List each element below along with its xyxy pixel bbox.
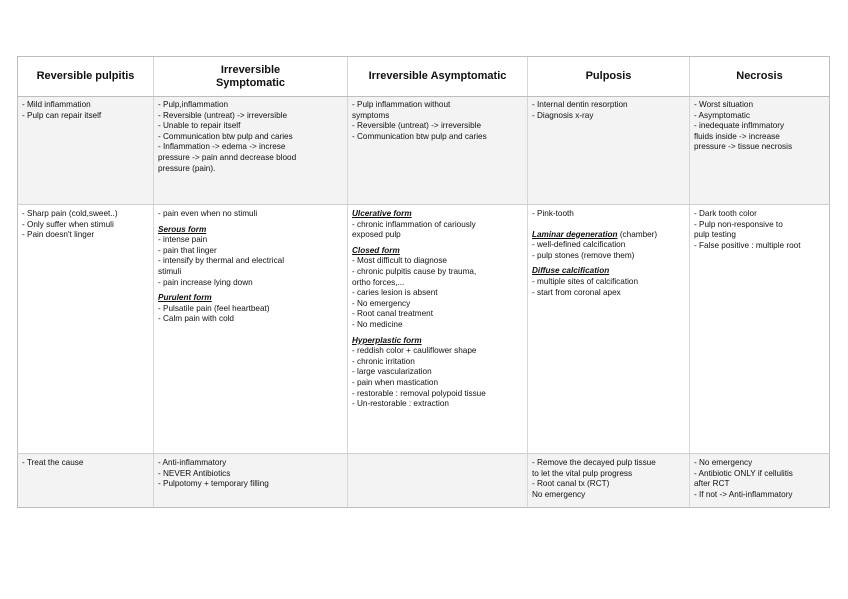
text-line: - No emergency xyxy=(352,298,411,308)
text-line: - chronic irritation xyxy=(352,356,415,366)
text-line: symptoms xyxy=(352,110,390,120)
text-line: - pain when mastication xyxy=(352,377,439,387)
text-line: - No emergency xyxy=(694,458,753,467)
text-line: - reddish color + cauliflower shape xyxy=(352,346,477,356)
text-line: pressure (pain). xyxy=(158,163,216,173)
text-line: - pain even when no stimuli xyxy=(158,209,258,218)
cell-irr-asymptomatic-definition xyxy=(348,97,528,205)
text-line: - Pulp,inflammation xyxy=(158,100,229,109)
text-line: - caries lesion is absent xyxy=(352,288,438,298)
text-line: - well-defined calcification xyxy=(532,240,626,250)
text-line: - pain increase lying down xyxy=(158,277,253,287)
cell-irr-asymptomatic-symptoms xyxy=(348,205,528,454)
text-line: - False positive : multiple root xyxy=(694,240,801,250)
text-line: after RCT xyxy=(694,479,730,489)
text-line: fluids inside -> increase xyxy=(694,131,780,141)
text-line: - chronic inflammation of cariously xyxy=(352,219,476,229)
diffuse-calcification-list xyxy=(532,277,685,298)
text-line: - intense pain xyxy=(158,235,208,245)
text-line: - pulp stones (remove them) xyxy=(532,250,635,260)
text-line: - Pain doesn't linger xyxy=(22,230,95,240)
text-line: - chronic pulpitis cause by trauma, xyxy=(352,266,477,276)
text-line: - pain that linger xyxy=(158,245,217,255)
text-line: - Reversible (untreat) -> irreversible xyxy=(158,110,287,120)
text-line: - NEVER Antibiotics xyxy=(158,468,231,478)
text-line: to let the vital pulp progress xyxy=(532,468,633,478)
header-necrosis: Necrosis xyxy=(690,57,830,97)
text-line: - Inflammation -> edema -> increse xyxy=(158,142,286,152)
text-line: - Pulsatile pain (feel heartbeat) xyxy=(158,303,270,313)
diffuse-calcification-heading: Diffuse calcification xyxy=(532,266,610,276)
serous-form-heading: Serous form xyxy=(158,224,207,234)
comparison-sheet xyxy=(17,56,829,508)
text-line: - inedequate inflmmatory xyxy=(694,121,785,131)
header-reversible-pulpitis: Reversible pulpitis xyxy=(18,57,154,97)
header-irreversible-symptomatic xyxy=(154,57,348,97)
text-line: - Communication btw pulp and caries xyxy=(352,131,487,141)
text-line: - Calm pain with cold xyxy=(158,314,234,324)
cell-pulposis-symptoms xyxy=(528,205,690,454)
pulposis-intro xyxy=(532,209,685,220)
laminar-degeneration-heading: Laminar degeneration xyxy=(532,229,618,239)
cell-pulposis-treatment xyxy=(528,454,690,508)
header-pulposis: Pulposis xyxy=(528,57,690,97)
hyperplastic-form-list xyxy=(352,346,523,410)
text-line: - Antibiotic ONLY if cellulitis xyxy=(694,468,793,478)
text-line: - Root canal tx (RCT) xyxy=(532,479,610,489)
text-line: - No medicine xyxy=(352,319,403,329)
text-line: exposed pulp xyxy=(352,230,401,240)
text-line: - Internal dentin resorption xyxy=(532,100,628,109)
laminar-degeneration-suffix: (chamber) xyxy=(617,229,658,239)
text-line: - Mild inflammation xyxy=(22,100,91,109)
text-line: - Pulp inflammation without xyxy=(352,100,451,109)
text-line: - Treat the cause xyxy=(22,458,84,467)
text-line: - intensify by thermal and electrical xyxy=(158,256,285,266)
header-irreversible-symptomatic-line2: Symptomatic xyxy=(215,76,286,89)
cell-necrosis-definition xyxy=(690,97,830,205)
laminar-degeneration-list xyxy=(532,240,685,261)
text-line: - Pink-tooth xyxy=(532,209,574,218)
text-line: - Pulpotomy + temporary filling xyxy=(158,479,269,489)
cell-irr-symptomatic-symptoms xyxy=(154,205,348,454)
hyperplastic-form-heading: Hyperplastic form xyxy=(352,335,422,345)
text-line: - large vascularization xyxy=(352,367,432,377)
text-line: - Worst situation xyxy=(694,100,753,109)
text-line: pulp testing xyxy=(694,230,736,240)
cell-reversible-definition xyxy=(18,97,154,205)
cell-pulposis-definition xyxy=(528,97,690,205)
text-line: No emergency xyxy=(532,489,586,499)
text-line: - Pulp can repair itself xyxy=(22,110,102,120)
symptoms-row xyxy=(18,205,830,454)
text-line: - Unable to repair itself xyxy=(158,121,241,131)
text-line: - Dark tooth color xyxy=(694,209,757,218)
text-line: - multiple sites of calcification xyxy=(532,276,639,286)
text-line: - Only suffer when stimuli xyxy=(22,219,114,229)
header-irreversible-symptomatic-line1: Irreversible xyxy=(220,63,281,76)
closed-form-heading: Closed form xyxy=(352,245,400,255)
text-line: - Asymptomatic xyxy=(694,110,750,120)
cell-reversible-treatment xyxy=(18,454,154,508)
laminar-degeneration-line xyxy=(532,230,685,241)
ulcerative-form-list xyxy=(352,220,523,241)
cell-irr-symptomatic-treatment xyxy=(154,454,348,508)
serous-form-list xyxy=(158,235,343,288)
text-line: - Most difficult to diagnose xyxy=(352,256,447,266)
text-line: - restorable : removal polypoid tissue xyxy=(352,388,486,398)
closed-form-list xyxy=(352,256,523,330)
text-line: ortho forces,... xyxy=(352,277,405,287)
purulent-form-list xyxy=(158,304,343,325)
text-line: pressure -> pain annd decrease blood xyxy=(158,152,297,162)
text-line: - If not -> Anti-inflammatory xyxy=(694,489,793,499)
cell-necrosis-treatment xyxy=(690,454,830,508)
cell-necrosis-symptoms xyxy=(690,205,830,454)
text-line: - Diagnosis x-ray xyxy=(532,110,594,120)
text-line: - Reversible (untreat) -> irreversible xyxy=(352,121,481,131)
text-line: - Un-restorable : extraction xyxy=(352,399,449,409)
text-line: pressure -> tissue necrosis xyxy=(694,142,793,152)
cell-irr-asymptomatic-treatment xyxy=(348,454,528,508)
text-line: - Anti-inflammatory xyxy=(158,458,227,467)
cell-irr-symptomatic-definition xyxy=(154,97,348,205)
text-line: stimuli xyxy=(158,266,182,276)
treatment-row xyxy=(18,454,830,508)
irr-symptomatic-intro xyxy=(158,209,343,220)
purulent-form-heading: Purulent form xyxy=(158,293,212,303)
definition-row xyxy=(18,97,830,205)
text-line: - Pulp non-responsive to xyxy=(694,219,783,229)
text-line: - start from coronal apex xyxy=(532,287,621,297)
text-line: - Sharp pain (cold,sweet..) xyxy=(22,209,118,218)
ulcerative-form-heading: Ulcerative form xyxy=(352,209,412,218)
text-line: - Communication btw pulp and caries xyxy=(158,131,293,141)
text-line: - Remove the decayed pulp tissue xyxy=(532,458,656,467)
text-line: - Root canal treatment xyxy=(352,309,434,319)
pulpitis-comparison-table xyxy=(17,56,830,508)
header-row xyxy=(18,57,830,97)
header-irreversible-asymptomatic: Irreversible Asymptomatic xyxy=(348,57,528,97)
cell-reversible-symptoms xyxy=(18,205,154,454)
